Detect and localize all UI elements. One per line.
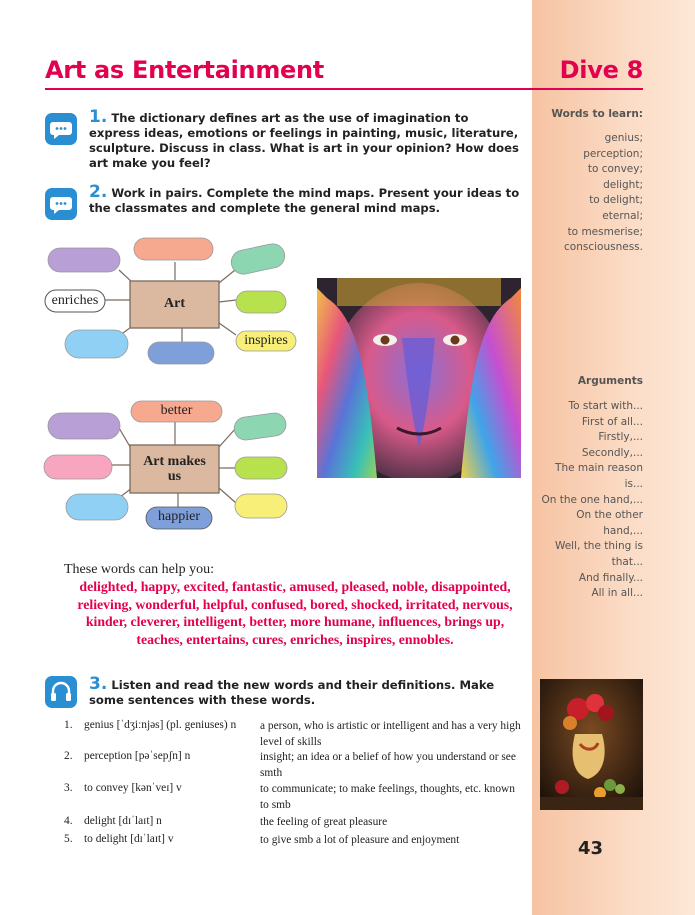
task-3-number: 3. (89, 674, 108, 694)
argument-item: Firstly,... (598, 431, 643, 444)
words-to-learn-heading: Words to learn: (551, 108, 643, 120)
word-item: delight; (603, 178, 643, 191)
vocab-number: 3. (64, 782, 73, 794)
argument-item: On the one hand,... (541, 493, 643, 506)
page-title: Art as Entertainment (45, 56, 324, 84)
word-item: to mesmerise; (567, 225, 643, 238)
vocab-definition: a person, who is artistic or intelligent and has a very high level of skills (260, 720, 521, 748)
still-life-painting (540, 679, 643, 810)
mind-map-1-bubble[interactable] (48, 248, 120, 272)
argument-item: hand,... (603, 524, 643, 537)
page-number: 43 (578, 838, 604, 859)
argument-item: On the other (576, 509, 643, 522)
help-intro: These words can help you: (64, 562, 215, 577)
mind-map-2-bubble[interactable] (48, 413, 120, 439)
headphones-icon (45, 676, 77, 708)
mind-map-2-bottom-word: happier (158, 509, 200, 524)
argument-item: First of all... (581, 415, 643, 428)
task-2-text: Work in pairs. Complete the mind maps. Present your ideas to the classmates and complete the general mind maps. (89, 186, 520, 215)
word-item: perception; (583, 147, 643, 160)
word-item: to delight; (589, 194, 643, 207)
vocab-number: 4. (64, 815, 73, 827)
vocab-definition: the feeling of great pleasure (260, 816, 388, 828)
vocab-number: 2. (64, 750, 73, 762)
vocab-number: 1. (64, 719, 73, 731)
word-item: consciousness. (564, 241, 643, 254)
argument-item: All in all... (591, 587, 643, 600)
vocab-term: perception [pəˈsepʃn] n (84, 750, 191, 762)
arguments-heading: Arguments (577, 375, 643, 387)
argument-item: that... (611, 555, 643, 568)
vocab-term: to delight [dɪˈlaɪt] v (84, 833, 174, 845)
task-2-number: 2. (89, 182, 108, 202)
word-item: to convey; (587, 163, 643, 176)
mind-map-2-bubble[interactable] (235, 494, 287, 518)
task-1-number: 1. (89, 107, 108, 127)
mind-map-1-bubble[interactable] (229, 242, 287, 277)
vocab-number: 5. (64, 833, 73, 845)
task-1-text: The dictionary defines art as the use of imagination to express ideas, emotions or feelings in painting, music, literature, sculpture. Discuss in class. What is art in your opinion? How does art make you feel? (89, 111, 519, 170)
painted-face-photo (317, 278, 521, 478)
word-item: eternal; (602, 209, 643, 222)
mind-map-2-bubble[interactable] (66, 494, 128, 520)
vocab-term: delight [dɪˈlaɪt] n (84, 815, 162, 827)
help-word-list: delighted, happy, excited, fantastic, amused, pleased, noble, disappointed, relieving, wonderful, helpful, confused, bored, shocked, irritated, nervous, kinder, cleverer, intelligent, better, more humane, influences, brings up, teaches, entertains, cures, enriches, inspires, ennobles. (77, 579, 513, 647)
unit-title: Dive 8 (559, 56, 643, 84)
mind-map-2-top-word: better (160, 403, 193, 418)
arguments-list (542, 399, 643, 602)
mind-map-2-center-label (130, 454, 219, 484)
word-item: genius; (604, 132, 643, 144)
mind-map-1-bubble[interactable] (134, 238, 213, 260)
mind-map-2-bubble[interactable] (44, 455, 112, 479)
argument-item: And finally... (578, 571, 643, 584)
mind-map-2-bubble[interactable] (233, 411, 288, 441)
vocab-definition: insight; an idea or a belief of how you understand or see smth (260, 751, 516, 779)
argument-item: Secondly,... (581, 446, 643, 459)
argument-item: Well, the thing is (554, 540, 643, 553)
vocab-definition: to give smb a lot of pleasure and enjoyment (260, 834, 460, 846)
mind-map-1-bubble[interactable] (65, 330, 128, 358)
task-3 (89, 674, 523, 708)
mind-map-2-center-line-1: Art makes (143, 454, 206, 469)
mind-map-2-bubble[interactable] (235, 457, 287, 479)
mind-map-1-left-word: enriches (51, 293, 99, 308)
vocab-definition: to communicate; to make feelings, thoughts, etc. known to smb (260, 783, 515, 811)
vocab-term: to convey [kənˈveɪ] v (84, 782, 182, 794)
mind-map-1-bubble[interactable] (148, 342, 214, 364)
argument-item: is... (624, 477, 643, 490)
mind-map-1-bubble[interactable] (236, 291, 286, 313)
words-to-learn-list (564, 131, 643, 256)
vocab-term: genius [ˈdʒiːnjəs] (pl. geniuses) n (84, 719, 237, 731)
argument-item: To start with... (568, 400, 643, 412)
argument-item: The main reason (555, 462, 643, 475)
mind-map-1-center-label: Art (164, 296, 185, 311)
mind-map-1-right-word: inspires (244, 333, 288, 348)
task-3-text: Listen and read the new words and their definitions. Make some sentences with these words. (89, 678, 495, 707)
mind-map-2-center-line-2: us (167, 469, 182, 484)
